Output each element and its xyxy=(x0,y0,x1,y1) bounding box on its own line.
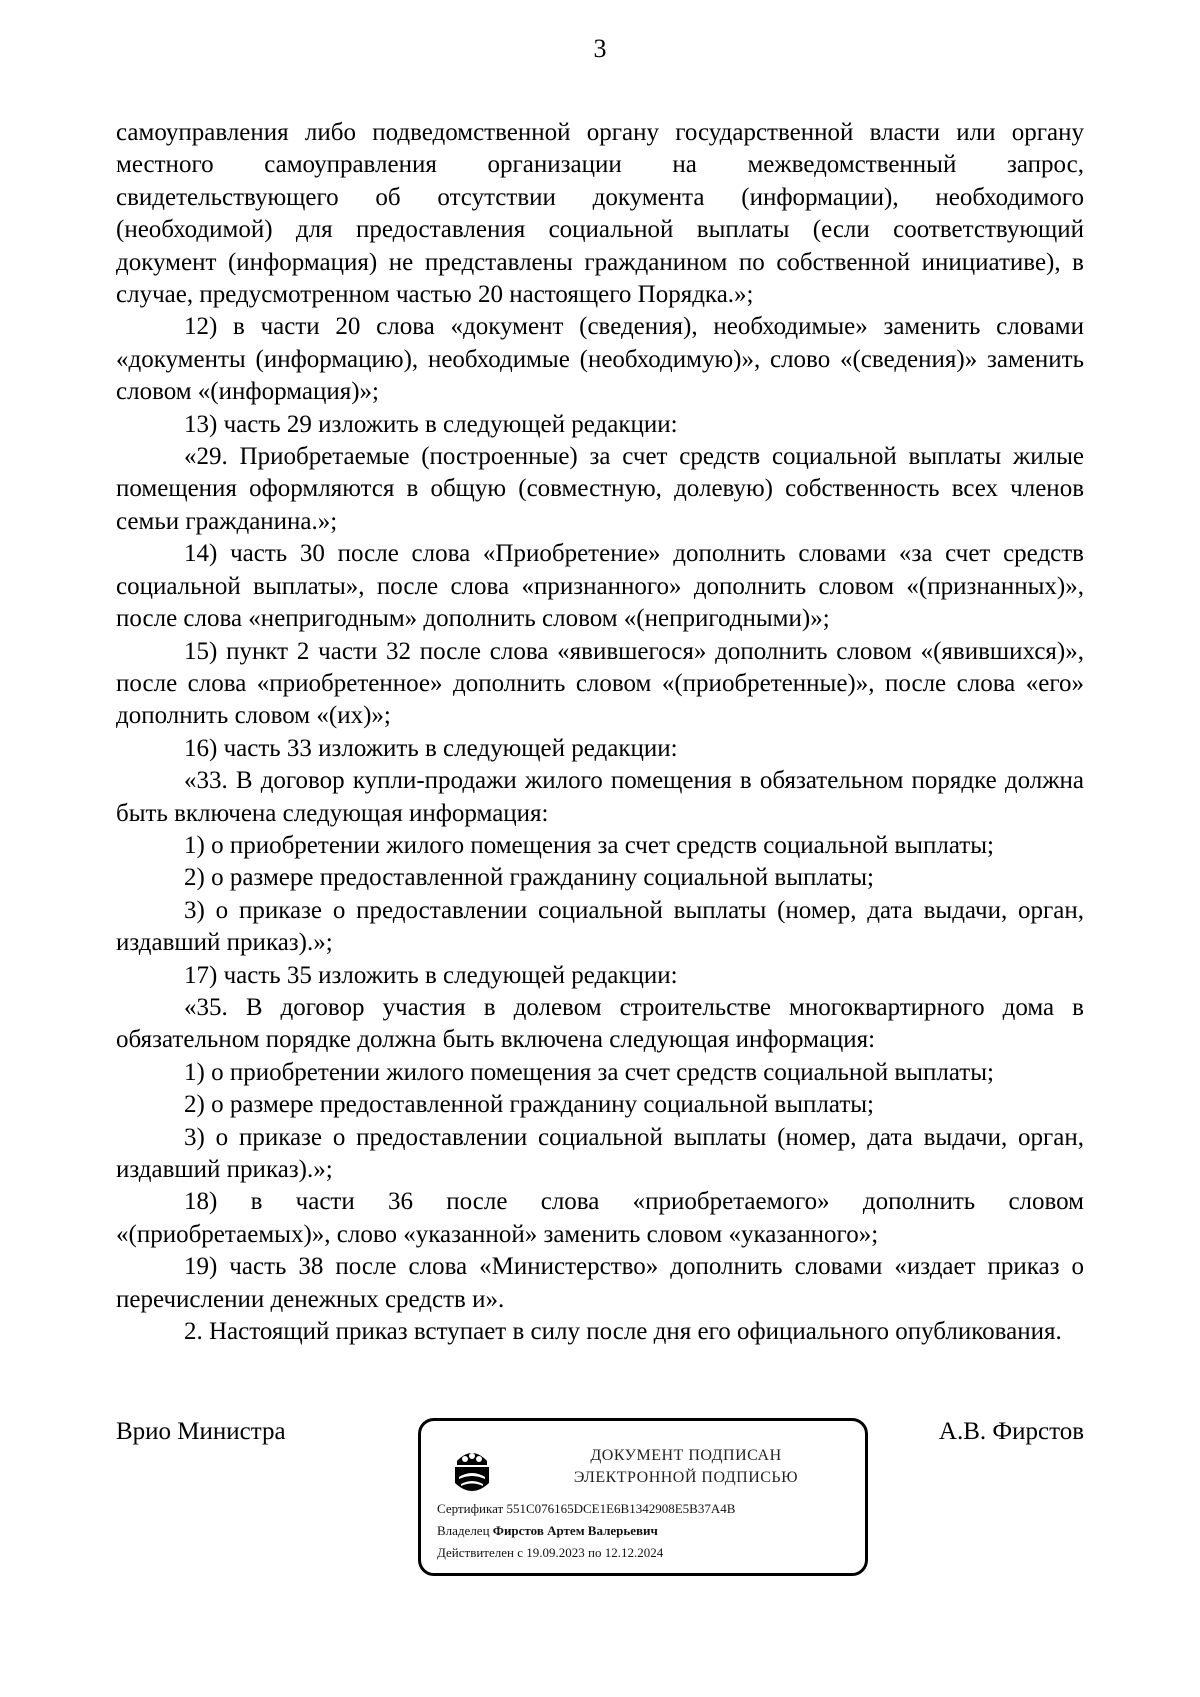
stamp-certificate: Сертификат 551C076165DCE1E6B1342908E5B37A4B xyxy=(437,1501,736,1516)
page-number: 3 xyxy=(593,34,607,63)
paragraph: 3) о приказе о предоставлении социальной выплаты (номер, дата выдачи, орган, издавший приказ).»; xyxy=(116,1123,1084,1183)
paragraph: 3) о приказе о предоставлении социальной выплаты (номер, дата выдачи, орган, издавший приказ).»; xyxy=(116,896,1084,957)
paragraph: 12) в части 20 слова «документ (сведения), необходимые» заменить словами «документы (информацию), необходимые (необходимую)», слово «(сведения)» заменить словом «(информация)»; xyxy=(116,313,1084,406)
paragraph: 19) часть 38 после слова «Министерство» дополнить словами «издает приказ о перечислении денежных средств и». xyxy=(116,1253,1084,1313)
paragraph: 17) часть 35 изложить в следующей редакции: xyxy=(184,961,678,989)
paragraph: 2) о размере предоставленной гражданину социальной выплаты; xyxy=(184,864,875,892)
paragraph: 13) часть 29 изложить в следующей редакции: xyxy=(184,410,678,438)
document-body xyxy=(116,117,1084,1348)
paragraph: «35. В договор участия в долевом строительстве многоквартирного дома в обязательном порядке должна быть включена следующая информация: xyxy=(116,993,1084,1054)
electronic-signature-stamp xyxy=(418,1418,868,1576)
paragraph: 2. Настоящий приказ вступает в силу после дня его официального опубликования. xyxy=(184,1318,1062,1346)
stamp-title: ДОКУМЕНТ ПОДПИСАН ЭЛЕКТРОННОЙ ПОДПИСЬЮ xyxy=(573,1447,799,1486)
paragraph: 1) о приобретении жилого помещения за счет средств социальной выплаты; xyxy=(184,831,994,859)
stamp-owner: Владелец Фирстов Артем Валерьевич xyxy=(437,1523,658,1538)
paragraph: 14) часть 30 после слова «Приобретение» дополнить словами «за счет средств социальной выплаты», после слова «признанного» дополнить словом «(признанных)», после слова «непригодным» дополнить словом «(непригодными)»; xyxy=(116,540,1084,633)
paragraph: «33. В договор купли-продажи жилого помещения в обязательном порядке должна быть включена следующая информация: xyxy=(116,767,1084,827)
paragraph: 15) пункт 2 части 32 после слова «явившегося» дополнить словом «(явившихся)», после слова «приобретенное» дополнить словом «(приобретенные)», после слова «его» дополнить словом «(их)»; xyxy=(116,637,1084,730)
signer-position: Врио Министра xyxy=(116,1418,286,1445)
signer-name: А.В. Фирстов xyxy=(938,1418,1084,1445)
paragraph: 1) о приобретении жилого помещения за счет средств социальной выплаты; xyxy=(184,1058,994,1086)
paragraph: самоуправления либо подведомственной органу государственной власти или органу местного самоуправления организации на межведомственный запрос, свидетельствующего об отсутствии документа (информации), необходимого (необходимой) для предоставления социальной выплаты (если соответствующий документ (информация) не представлены гражданином по собственной инициативе), в случае, предусмотренном частью 20 настоящего Порядка.»; xyxy=(116,119,1084,309)
coat-of-arms-icon xyxy=(451,1447,493,1501)
paragraph: «29. Приобретаемые (построенные) за счет средств социальной выплаты жилые помещения оформляются в общую (совместную, долевую) собственность всех членов семьи гражданина.»; xyxy=(116,443,1084,535)
paragraph: 16) часть 33 изложить в следующей редакции: xyxy=(184,734,678,762)
stamp-validity: Действителен с 19.09.2023 по 12.12.2024 xyxy=(437,1545,664,1560)
paragraph: 2) о размере предоставленной гражданину социальной выплаты; xyxy=(184,1091,875,1119)
paragraph: 18) в части 36 после слова «приобретаемого» дополнить словом «(приобретаемых)», слово «указанной» заменить словом «указанного»; xyxy=(116,1188,1084,1248)
